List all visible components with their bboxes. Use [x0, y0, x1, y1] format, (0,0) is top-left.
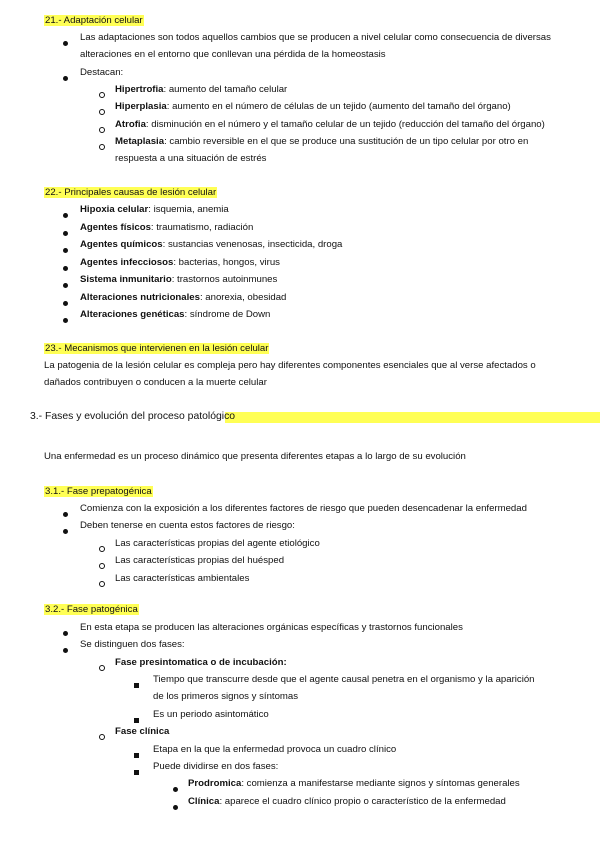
- s32-f1-item-1-cont: de los primeros signos y síntomas: [153, 691, 299, 702]
- bullet-circle: [97, 558, 107, 576]
- bullet-circle: [97, 104, 107, 122]
- bullet-square: [131, 677, 141, 695]
- s32-clinica: Clínica: aparece el cuadro clínico propio o característico de la enfermedad: [188, 796, 506, 807]
- s32-f1-item-1: Tiempo que transcurre desde que el agente causal penetra en el organismo y la aparición: [153, 674, 535, 685]
- s32-f2-item-1: Etapa en la que la enfermedad provoca un cuadro clínico: [153, 744, 397, 755]
- s22-item: Agentes químicos: sustancias venenosas, insecticida, droga: [80, 239, 343, 250]
- s31-sub-item: Las características propias del agente etiológico: [115, 538, 320, 549]
- s21-paragraph-line2: alteraciones en el entorno que conllevan una pérdida de la homeostasis: [80, 49, 386, 60]
- s32-fase-presintomatica: Fase presintomatica o de incubación:: [115, 657, 287, 668]
- bullet-disc: [60, 312, 70, 330]
- bullet-disc: [60, 506, 70, 524]
- s22-item: Agentes físicos: traumatismo, radiación: [80, 222, 254, 233]
- s21-paragraph-line1: Las adaptaciones son todos aquellos cambios que se producen a nivel celular como consecuencia de diversas: [80, 32, 551, 43]
- s31-bullet-1: Comienza con la exposición a los diferentes factores de riesgo que pueden desencadenar la enfermedad: [80, 503, 527, 514]
- bullet-circle: [97, 122, 107, 140]
- section-3-intro: Una enfermedad es un proceso dinámico que presenta diferentes etapas a lo largo de su evolución: [44, 451, 466, 462]
- s22-item: Alteraciones genéticas: síndrome de Down: [80, 309, 271, 320]
- s22-item: Sistema inmunitario: trastornos autoinmunes: [80, 274, 278, 285]
- bullet-disc: [60, 642, 70, 660]
- section-3-1-heading: 3.1.- Fase prepatogénica: [45, 486, 152, 497]
- bullet-square: [131, 764, 141, 782]
- s23-paragraph-line1: La patogenia de la lesión celular es compleja pero hay diferentes componentes esenciales que al verse afectados o: [44, 360, 536, 371]
- s21-item-metaplasia-cont: respuesta a una situación de estrés: [115, 153, 267, 164]
- bullet-circle: [97, 660, 107, 678]
- s32-f2-item-2: Puede dividirse en dos fases:: [153, 761, 279, 772]
- bullet-disc: [60, 277, 70, 295]
- bullet-disc: [170, 781, 180, 799]
- s32-prodromica: Prodromica: comienza a manifestarse mediante signos y síntomas generales: [188, 778, 520, 789]
- s32-f1-item-2: Es un periodo asintomático: [153, 709, 269, 720]
- bullet-circle: [97, 729, 107, 747]
- bullet-disc: [170, 799, 180, 817]
- section-21-heading: 21.- Adaptación celular: [45, 15, 143, 26]
- s32-bullet-1: En esta etapa se producen las alteraciones orgánicas específicas y trastornos funcionales: [80, 622, 463, 633]
- bullet-disc: [60, 260, 70, 278]
- section-3-heading: 3.- Fases y evolución del proceso patológico: [30, 411, 236, 422]
- bullet-disc: [60, 207, 70, 225]
- bullet-circle: [97, 541, 107, 559]
- s23-paragraph-line2: dañados contribuyen o conducen a la muerte celular: [44, 377, 267, 388]
- bullet-circle: [97, 576, 107, 594]
- section-23-heading: 23.- Mecanismos que intervienen en la lesión celular: [45, 343, 269, 354]
- s32-bullet-2: Se distinguen dos fases:: [80, 639, 185, 650]
- s22-item: Agentes infecciosos: bacterias, hongos, virus: [80, 257, 280, 268]
- bullet-disc: [60, 242, 70, 260]
- s21-item-atrofia: Atrofia: disminución en el número y el tamaño celular de un tejido (reducción del tamaño del órgano): [115, 119, 545, 130]
- section-22-heading: 22.- Principales causas de lesión celular: [45, 187, 217, 198]
- s21-item-hipertrofia: Hipertrofia: aumento del tamaño celular: [115, 84, 288, 95]
- s31-sub-item: Las características ambientales: [115, 573, 250, 584]
- bullet-disc: [60, 35, 70, 53]
- bullet-circle: [97, 139, 107, 157]
- bullet-disc: [60, 295, 70, 313]
- bullet-disc: [60, 523, 70, 541]
- s32-fase-clinica: Fase clínica: [115, 726, 170, 737]
- bullet-square: [131, 747, 141, 765]
- s22-item: Hipoxia celular: isquemia, anemia: [80, 204, 229, 215]
- s31-bullet-2: Deben tenerse en cuenta estos factores de riesgo:: [80, 520, 295, 531]
- bullet-disc: [60, 225, 70, 243]
- bullet-disc: [60, 625, 70, 643]
- section-3-2-heading: 3.2.- Fase patogénica: [45, 604, 138, 615]
- s21-item-metaplasia: Metaplasia: cambio reversible en el que se produce una sustitución de un tipo celular por otro en: [115, 136, 529, 147]
- section-3-highlight-bar: [225, 412, 600, 423]
- s21-destacan: Destacan:: [80, 67, 124, 78]
- bullet-disc: [60, 70, 70, 88]
- bullet-circle: [97, 87, 107, 105]
- s21-item-hiperplasia: Hiperplasia: aumento en el número de células de un tejido (aumento del tamaño del órgano): [115, 101, 511, 112]
- s22-item: Alteraciones nutricionales: anorexia, obesidad: [80, 292, 287, 303]
- s31-sub-item: Las características propias del huésped: [115, 555, 285, 566]
